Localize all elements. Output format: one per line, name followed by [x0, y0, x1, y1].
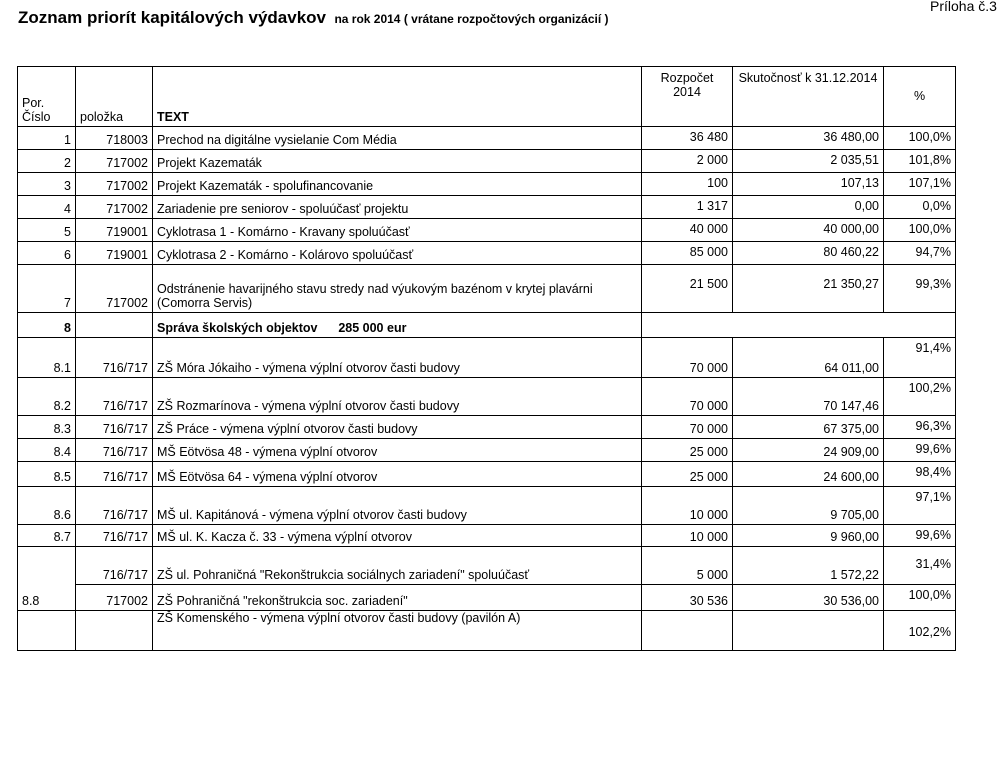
row-item-code: 716/717: [76, 338, 153, 378]
col-header-actual: Skutočnosť k 31.12.2014: [733, 67, 884, 127]
table-row: [18, 242, 956, 265]
row-percent: 102,2%: [884, 611, 956, 651]
row-text: ZŠ Móra Jókaiho - výmena výplní otvorov časti budovy: [153, 338, 642, 378]
table-row: [18, 150, 956, 173]
col-header-percent: %: [884, 67, 956, 127]
row-item-code: 716/717: [76, 416, 153, 439]
row-text: Cyklotrasa 1 - Komárno - Kravany spoluúčasť: [153, 219, 642, 242]
row-text: Odstránenie havarijného stavu stredy nad výukovým bazénom v krytej plavárni (Comorra Servis): [153, 265, 642, 313]
col-header-number: Por. Číslo: [18, 67, 76, 127]
section-blank: [642, 313, 956, 338]
row-actual: 67 375,00: [733, 416, 884, 439]
row-percent: 107,1%: [884, 173, 956, 196]
row-number: 1: [18, 127, 76, 150]
row-text: Cyklotrasa 2 - Komárno - Kolárovo spoluúčasť: [153, 242, 642, 265]
row-text: MŠ ul. Kapitánová - výmena výplní otvorov časti budovy: [153, 487, 642, 525]
table-row: [18, 611, 956, 651]
row-item-code: 716/717: [76, 462, 153, 487]
row-percent: 96,3%: [884, 416, 956, 439]
row-item-code: 716/717: [76, 439, 153, 462]
row-actual: 9 705,00: [733, 487, 884, 525]
row-actual: [733, 611, 884, 651]
row-actual: 24 600,00: [733, 462, 884, 487]
row-budget: 70 000: [642, 378, 733, 416]
row-budget: 30 536: [642, 585, 733, 611]
row-number: 8.8: [18, 585, 76, 611]
row-text: MŠ ul. K. Kacza č. 33 - výmena výplní otvorov: [153, 525, 642, 547]
row-item-code: [76, 313, 153, 338]
table-row: [18, 173, 956, 196]
row-text: Zariadenie pre seniorov - spoluúčasť projektu: [153, 196, 642, 219]
row-number: 4: [18, 196, 76, 219]
row-number: 8.6: [18, 487, 76, 525]
row-actual: 40 000,00: [733, 219, 884, 242]
document-title: [18, 8, 609, 28]
row-number: 6: [18, 242, 76, 265]
table-row: [18, 525, 956, 547]
row-text: MŠ Eötvösa 48 - výmena výplní otvorov: [153, 439, 642, 462]
row-number: 8.4: [18, 439, 76, 462]
table-row: [18, 127, 956, 150]
row-percent: 31,4%: [884, 547, 956, 585]
row-percent: 99,6%: [884, 439, 956, 462]
header-row: [18, 67, 956, 127]
section-row: [18, 313, 956, 338]
col-header-text: TEXT: [153, 67, 642, 127]
row-percent: 98,4%: [884, 462, 956, 487]
row-actual: 80 460,22: [733, 242, 884, 265]
row-text: Prechod na digitálne vysielanie Com Média: [153, 127, 642, 150]
row-budget: 70 000: [642, 338, 733, 378]
row-budget: 1 317: [642, 196, 733, 219]
table-row: [18, 416, 956, 439]
row-actual: 21 350,27: [733, 265, 884, 313]
row-actual: 70 147,46: [733, 378, 884, 416]
row-number: 8.7: [18, 525, 76, 547]
table-row: [18, 439, 956, 462]
row-number: 7: [18, 265, 76, 313]
table-row: [18, 585, 956, 611]
row-number: [18, 611, 76, 651]
row-item-code: 719001: [76, 219, 153, 242]
row-text: MŠ Eötvösa 64 - výmena výplní otvorov: [153, 462, 642, 487]
table-row: [18, 547, 956, 585]
table-row: [18, 196, 956, 219]
row-item-code: 717002: [76, 196, 153, 219]
row-item-code: 719001: [76, 242, 153, 265]
capital-expenditure-table: [17, 66, 956, 651]
col-header-item: položka: [76, 67, 153, 127]
row-percent: 0,0%: [884, 196, 956, 219]
col-header-budget: Rozpočet 2014: [642, 67, 733, 127]
row-item-code: 716/717: [76, 547, 153, 585]
table-row: [18, 338, 956, 378]
row-percent: 97,1%: [884, 487, 956, 525]
row-percent: 100,0%: [884, 219, 956, 242]
row-actual: 30 536,00: [733, 585, 884, 611]
row-actual: 2 035,51: [733, 150, 884, 173]
row-percent: 101,8%: [884, 150, 956, 173]
row-percent: 94,7%: [884, 242, 956, 265]
row-budget: 40 000: [642, 219, 733, 242]
table-row: [18, 462, 956, 487]
row-number: 3: [18, 173, 76, 196]
title-subtitle: na rok 2014 ( vrátane rozpočtových organizácií ): [334, 12, 609, 26]
row-budget: 25 000: [642, 462, 733, 487]
row-text: Projekt Kazematák - spolufinancovanie: [153, 173, 642, 196]
row-percent: 99,3%: [884, 265, 956, 313]
row-item-code: 717002: [76, 150, 153, 173]
row-actual: 9 960,00: [733, 525, 884, 547]
appendix-label: Príloha č.3: [930, 0, 997, 14]
row-budget: 25 000: [642, 439, 733, 462]
row-item-code: 717002: [76, 585, 153, 611]
row-number: 8.3: [18, 416, 76, 439]
row-actual: 24 909,00: [733, 439, 884, 462]
row-item-code: 717002: [76, 173, 153, 196]
row-item-code: 716/717: [76, 525, 153, 547]
row-number: 8.1: [18, 338, 76, 378]
row-percent: 100,0%: [884, 127, 956, 150]
row-number: 8.2: [18, 378, 76, 416]
row-actual: 107,13: [733, 173, 884, 196]
row-actual: 1 572,22: [733, 547, 884, 585]
row-item-code: 718003: [76, 127, 153, 150]
row-number: 8.5: [18, 462, 76, 487]
row-item-code: [76, 611, 153, 651]
row-text: ZŠ Práce - výmena výplní otvorov časti budovy: [153, 416, 642, 439]
row-actual: 0,00: [733, 196, 884, 219]
row-budget: 10 000: [642, 525, 733, 547]
row-budget: [642, 611, 733, 651]
row-percent: 100,2%: [884, 378, 956, 416]
row-budget: 36 480: [642, 127, 733, 150]
row-text: Projekt Kazematák: [153, 150, 642, 173]
row-text: ZŠ Pohraničná "rekonštrukcia soc. zariadení": [153, 585, 642, 611]
row-percent: 99,6%: [884, 525, 956, 547]
row-actual: 36 480,00: [733, 127, 884, 150]
row-budget: 5 000: [642, 547, 733, 585]
row-number: 2: [18, 150, 76, 173]
row-number: [18, 547, 76, 585]
row-actual: 64 011,00: [733, 338, 884, 378]
row-number: 8: [18, 313, 76, 338]
table-row: [18, 487, 956, 525]
row-budget: 100: [642, 173, 733, 196]
row-budget: 10 000: [642, 487, 733, 525]
title-main: Zoznam priorít kapitálových výdavkov: [18, 8, 326, 27]
row-number: 5: [18, 219, 76, 242]
row-budget: 2 000: [642, 150, 733, 173]
row-budget: 21 500: [642, 265, 733, 313]
row-item-code: 716/717: [76, 378, 153, 416]
section-title: Správa školských objektov 285 000 eur: [153, 313, 642, 338]
table-row: [18, 378, 956, 416]
row-item-code: 716/717: [76, 487, 153, 525]
row-item-code: 717002: [76, 265, 153, 313]
table-row: [18, 219, 956, 242]
row-text: ZŠ Komenského - výmena výplní otvorov časti budovy (pavilón A): [153, 611, 642, 651]
row-percent: 91,4%: [884, 338, 956, 378]
row-budget: 85 000: [642, 242, 733, 265]
row-text: ZŠ Rozmarínova - výmena výplní otvorov časti budovy: [153, 378, 642, 416]
table-row: [18, 265, 956, 313]
row-percent: 100,0%: [884, 585, 956, 611]
row-text: ZŠ ul. Pohraničná "Rekonštrukcia sociálnych zariadení" spoluúčasť: [153, 547, 642, 585]
row-budget: 70 000: [642, 416, 733, 439]
